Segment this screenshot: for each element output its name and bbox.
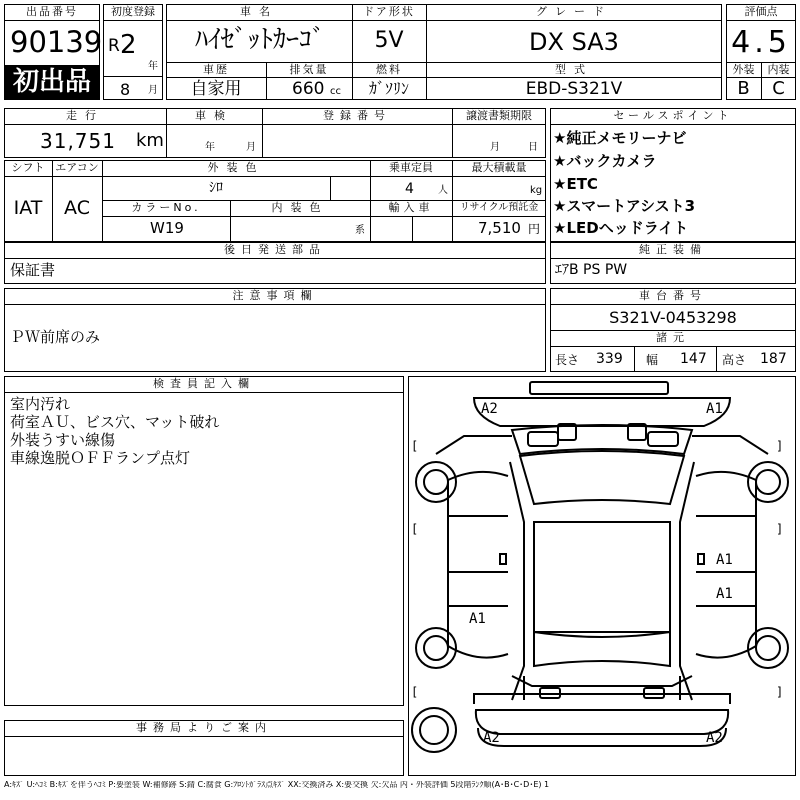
car-name-label: 車名	[240, 5, 278, 18]
exterior-label: 外装	[732, 63, 755, 76]
capacity-label: 乗車定員	[389, 161, 433, 174]
damage-mark-front-left: A2	[481, 401, 498, 417]
ac: AC	[64, 197, 90, 219]
grade-label: グレード	[536, 5, 612, 18]
bracket-mid-right: ]	[776, 522, 784, 536]
length: 339	[596, 351, 623, 367]
bracket-front-right: ]	[776, 439, 784, 453]
year-unit: 年	[148, 61, 158, 72]
recycle-label: リサイクル預託金	[459, 202, 539, 213]
fuel-label: 燃料	[376, 63, 402, 76]
color: ｼﾛ	[209, 180, 223, 196]
bracket-rear-left: [	[411, 685, 419, 699]
inspector-line-2: 荷室ＡＵ、ビス穴、マット破れ	[10, 413, 220, 431]
shift-label: シフト	[11, 161, 45, 174]
capacity: 4	[405, 181, 414, 197]
color-number: W19	[150, 219, 184, 237]
sales-point-3: ★ETC	[553, 175, 598, 193]
inspector-label: 検査員記入欄	[153, 377, 255, 390]
inspector-line-1: 室内汚れ	[10, 395, 71, 413]
first-registration-label: 初度登録	[111, 5, 155, 18]
fuel: ｶﾞｿﾘﾝ	[368, 79, 409, 98]
displacement-label: 排気量	[289, 63, 329, 76]
notes-value: ＰＷ前席のみ	[10, 328, 101, 346]
year: 2	[120, 30, 137, 60]
ac-label: エアコン	[55, 161, 99, 174]
shift: IAT	[13, 197, 43, 219]
damage-mark-rear-right: A2	[706, 730, 723, 746]
color-label: 外装色	[207, 161, 265, 174]
load-label: 最大積載量	[471, 161, 527, 174]
color-no-label: カラーNo.	[131, 201, 201, 214]
sales-point-1: ★純正メモリーナビ	[553, 129, 687, 147]
lot-number: 90139	[10, 25, 103, 59]
load-unit: kg	[530, 185, 543, 196]
lot-number-label: 出品番号	[26, 5, 78, 18]
first-listing-badge: 初出品	[5, 65, 99, 99]
door-label: ドア形状	[363, 5, 415, 18]
car-diagram	[408, 376, 796, 776]
bracket-front-left: [	[411, 439, 419, 453]
plate-label: 登録番号	[323, 109, 391, 122]
grade: DX SA3	[529, 28, 619, 56]
displacement-unit: cc	[330, 86, 341, 97]
month-unit: 月	[148, 85, 158, 96]
history-label: 車歴	[203, 63, 229, 76]
inspection-month-unit: 月	[246, 142, 256, 153]
bracket-mid-left: [	[411, 522, 419, 536]
inspector-line-3: 外装うすい線傷	[10, 431, 116, 449]
length-label: 長さ	[555, 353, 580, 367]
damage-mark-right-door-2: A1	[716, 586, 733, 602]
damage-mark-left-door: A1	[469, 611, 486, 627]
width-label: 幅	[646, 353, 659, 367]
model: EBD-S321V	[525, 79, 623, 99]
notes-label: 注意事項欄	[232, 289, 318, 302]
interior-color-label: 内装色	[271, 201, 329, 214]
mileage: 31,751	[40, 129, 116, 153]
transfer-month-unit: 月	[490, 142, 500, 153]
damage-legend: A:ｷｽﾞ U:ﾍｺﾐ B:ｷｽﾞを伴うﾍｺﾐ P:要塗装 W:補修跡 S:錆 C:腐食 G:ﾌﾛﾝﾄｶﾞﾗｽ点ｷｽﾞ XX:交換済み X:要交換 欠:欠品 内・外装評価 5段階ﾗﾝｸ順(A･B･C･D･E) 1	[4, 781, 550, 789]
displacement: 660	[292, 79, 325, 99]
later-parts-label: 後日発送部品	[224, 243, 326, 256]
score: 4.5	[731, 25, 791, 60]
mileage-label: 走行	[66, 109, 104, 122]
transfer-label: 譲渡書類期限	[466, 109, 532, 122]
recycle-fee: 7,510	[478, 219, 521, 237]
inspector-line-4: 車線逸脱ＯＦＦランプ点灯	[10, 449, 191, 467]
transfer-day-unit: 日	[528, 142, 538, 153]
sales-points-label: セールスポイント	[613, 109, 733, 122]
damage-mark-front-right: A1	[706, 401, 723, 417]
dimensions-label: 諸元	[656, 331, 690, 344]
chassis-label: 車台番号	[639, 289, 707, 302]
later-parts-value: 保証書	[10, 261, 56, 279]
sales-point-5: ★LEDヘッドライト	[553, 219, 689, 237]
month: 8	[120, 80, 131, 99]
damage-mark-right-door-1: A1	[716, 552, 733, 568]
exterior-grade: B	[737, 78, 750, 99]
door-type: 5V	[374, 28, 404, 53]
era: R	[108, 36, 120, 56]
sales-point-2: ★バックカメラ	[553, 152, 657, 170]
history: 自家用	[190, 79, 242, 99]
genuine-equipment-value: ｴｱB PS PW	[555, 262, 628, 278]
sales-point-4: ★スマートアシスト3	[553, 197, 696, 215]
score-label: 評価点	[744, 5, 778, 18]
car-name: ﾊｲｾﾞｯﾄｶｰｺﾞ	[194, 25, 325, 55]
chassis-number: S321V-0453298	[609, 308, 737, 327]
interior-label: 内装	[767, 63, 790, 76]
interior-color-unit: 系	[355, 225, 365, 236]
inspection-label: 車検	[195, 109, 233, 122]
width: 147	[680, 351, 707, 367]
capacity-unit: 人	[438, 185, 448, 196]
height-label: 高さ	[722, 353, 747, 367]
office-label: 事務局よりご案内	[136, 721, 272, 734]
inspection-year-unit: 年	[205, 142, 215, 153]
recycle-unit: 円	[528, 222, 541, 236]
genuine-equipment-label: 純正装備	[639, 243, 707, 256]
mileage-unit: km	[136, 130, 164, 151]
damage-mark-rear-left: A2	[483, 730, 500, 746]
import-label: 輸入車	[388, 201, 434, 214]
model-label: 型式	[555, 63, 593, 76]
interior-grade: C	[772, 78, 785, 99]
height: 187	[760, 351, 787, 367]
bracket-rear-right: ]	[776, 685, 784, 699]
